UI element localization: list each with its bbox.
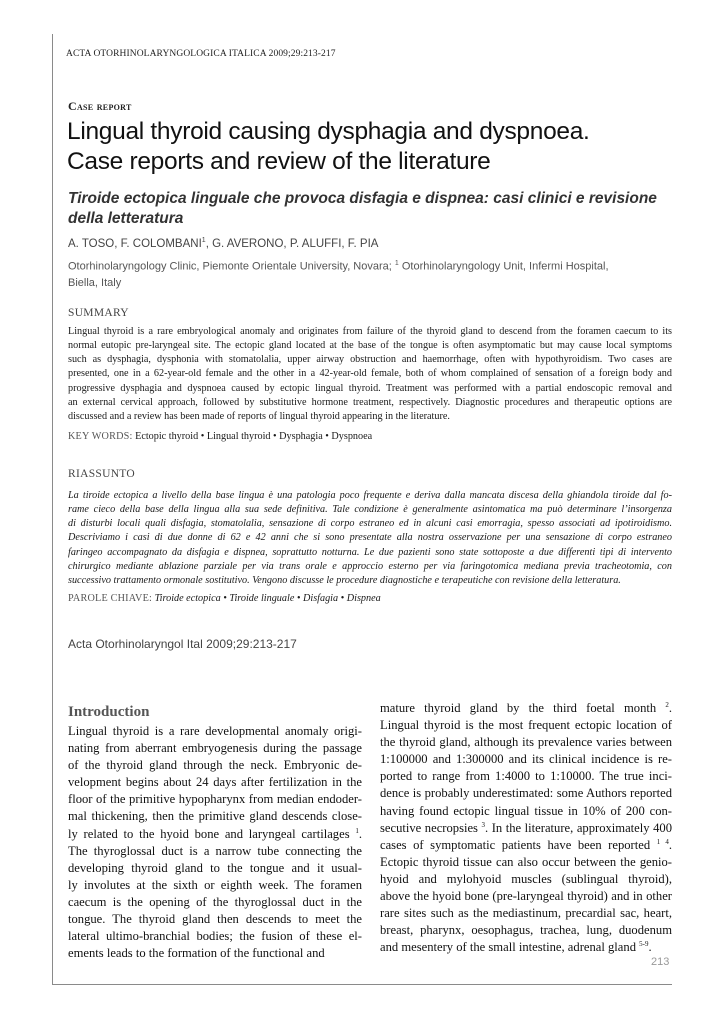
body-text-line bbox=[68, 826, 362, 843]
reference-mark: 3 bbox=[481, 820, 486, 829]
body-text-line bbox=[68, 928, 362, 945]
line-text: ported to range from 1:4000 to 1:10000. The true inci- bbox=[380, 769, 672, 784]
summary-heading: SUMMARY bbox=[68, 307, 129, 319]
line-text: developing thyroid gland to the tongue and it usual- bbox=[68, 860, 362, 875]
authors-part: , G. AVERONO, P. ALUFFI, F. PIA bbox=[205, 237, 379, 250]
riassunto-line: di disturbi locali quali disfagia, stomatolalia, sensazione di corpo estraneo ed in alcuni casi emorragia, spesso associati ad ipotiroidismo. bbox=[68, 518, 672, 530]
line-text: Lingual thyroid is the most frequent ectopic location of bbox=[380, 718, 672, 733]
affiliation-line bbox=[68, 256, 658, 275]
key-words-label: KEY WORDS: bbox=[68, 431, 133, 442]
line-text: having found ectopic lingual tissue in 10% of 200 con- bbox=[380, 803, 672, 818]
line-text: Ectopic thyroid tissue can also occur between the genio- bbox=[380, 854, 672, 869]
parole-chiave-label: PAROLE CHIAVE: bbox=[68, 593, 153, 604]
parole-chiave bbox=[68, 593, 381, 604]
summary-line: Lingual thyroid is a rare embryological anomaly and originates from failure of the thyroid gland to descend from the foramen caecum to its bbox=[68, 326, 672, 337]
reference-mark: 1 4 bbox=[656, 837, 669, 846]
journal-header: ACTA OTORHINOLARYNGOLOGICA ITALICA 2009;29:213-217 bbox=[66, 49, 336, 59]
riassunto-line: faringeo accompagnato da disfagia e dispnea, soprattutto notturna. Le due pazienti sono state sottoposte a due differenti tipi di intervento bbox=[68, 546, 672, 558]
body-text-line bbox=[380, 700, 672, 717]
body-text-line bbox=[380, 922, 672, 939]
riassunto-heading: RIASSUNTO bbox=[68, 468, 136, 480]
line-text: velopment begins about 24 days after fertilization in the bbox=[68, 775, 362, 790]
body-text-line bbox=[380, 854, 672, 871]
body-text-line bbox=[380, 785, 672, 802]
line-text: secutive necropsies bbox=[380, 820, 482, 835]
line-text: . bbox=[668, 701, 672, 715]
affiliations bbox=[68, 256, 658, 291]
body-text-line bbox=[68, 945, 362, 962]
summary-abstract bbox=[68, 325, 672, 424]
body-text-line bbox=[68, 860, 362, 877]
author-list bbox=[68, 237, 378, 250]
line-text: rare sites such as the mediastinum, precardial sac, heart, bbox=[380, 906, 672, 921]
line-text: ly involutes at the sixth or eighth week. The foramen bbox=[68, 877, 362, 892]
riassunto-line: Descriviamo i casi di due donne di 62 e 42 anni che si sono presentate alla nostra osservazione per una sensazione di corpo estraneo bbox=[68, 532, 672, 544]
summary-line: normal eutopic pre-laryngeal site. The ectopic gland located at the base of the tongue is often asymptomatic but may cause local symptoms bbox=[68, 340, 672, 352]
line-text: dence is probably underestimated: some Authors reported bbox=[380, 786, 672, 801]
line-text: . In the literature, approximately 400 bbox=[485, 820, 672, 835]
summary-line: presented, one in a 62-year-old female and the other in a 42-year-old female, both of whom complained of sensation of a foreign body and bbox=[68, 368, 672, 380]
reference-mark: 1 bbox=[355, 826, 359, 835]
summary-line: an external cervical approach, followed by substitutive hormone treatment, respectively. Diagnostic procedures and therapeutic options are bbox=[68, 396, 672, 408]
line-text: nating from aberrant embryogenesis during the passage bbox=[68, 741, 362, 756]
line-text: tongue. The thyroid gland then descends to meet the bbox=[68, 912, 362, 927]
body-text-line bbox=[68, 740, 362, 757]
line-text: . bbox=[668, 837, 672, 852]
affiliation-mark: 1 bbox=[394, 260, 399, 267]
affiliation-line: Biella, Italy bbox=[68, 276, 122, 289]
line-text: and mesentery of the small intestine, adrenal gland bbox=[380, 940, 640, 955]
reference-mark: 5-9 bbox=[639, 940, 649, 949]
affiliation-text: Otorhinolaryngology Clinic, Piemonte Orientale University, Novara; bbox=[68, 260, 395, 273]
citation: Acta Otorhinolaryngol Ital 2009;29:213-217 bbox=[68, 637, 297, 651]
line-text: 1:100000 and 1:300000 and its clinical incidence is re- bbox=[380, 752, 672, 767]
riassunto-line: successivo trattamento ormonale sostitutivo. Vengono discusse le procedure diagnostiche e terapeutiche con revisione della letteratura. bbox=[68, 574, 621, 586]
body-text-line bbox=[68, 808, 362, 825]
introduction-heading: Introduction bbox=[68, 704, 150, 720]
body-text-line bbox=[380, 751, 672, 768]
body-text-line bbox=[68, 774, 362, 791]
footer-rule bbox=[52, 984, 672, 985]
affiliation-text: Otorhinolaryngology Unit, Infermi Hospital, bbox=[398, 260, 609, 273]
affiliation-mark: 1 bbox=[201, 237, 206, 244]
line-text: ements leads to the formation of the functional and bbox=[68, 946, 325, 961]
margin-rule bbox=[52, 34, 53, 984]
body-text-line bbox=[68, 843, 362, 860]
authors-part: A. TOSO, F. COLOMBANI bbox=[68, 237, 202, 250]
body-text-line bbox=[380, 768, 672, 785]
line-text: of the thyroid gland through the neck. Embryonic de- bbox=[68, 758, 362, 773]
body-text-line bbox=[68, 791, 362, 808]
line-text: hyoid and mylohyoid muscles (sublingual thyroid), bbox=[380, 871, 672, 886]
body-text-line bbox=[380, 820, 672, 837]
body-text-line bbox=[380, 803, 672, 820]
body-text-line bbox=[68, 911, 362, 928]
line-text: mature thyroid gland by the third foetal month bbox=[380, 701, 666, 715]
body-text-line bbox=[380, 939, 672, 956]
body-text-line bbox=[68, 757, 362, 774]
body-text-line bbox=[380, 717, 672, 734]
body-column-right bbox=[380, 700, 672, 956]
subtitle-line: della letteratura bbox=[68, 210, 184, 227]
line-text: the thyroid gland, although its prevalence varies between bbox=[380, 735, 672, 750]
title-line: Case reports and review of the literature bbox=[67, 148, 491, 175]
line-text: mal thickening, then the primitive gland descends close- bbox=[68, 809, 362, 824]
line-text: cases of symptomatic patients have been reported bbox=[380, 837, 657, 852]
body-text-line bbox=[380, 905, 672, 922]
article-subtitle bbox=[68, 189, 668, 229]
parole-chiave-text: Tiroide ectopica • Tiroide linguale • Disfagia • Dispnea bbox=[154, 593, 381, 604]
riassunto-line: La tiroide ectopica a livello della base lingua è una patologia poco frequente e deriva dalla mancata discesa della ghiandola tiroide dal fo- bbox=[68, 490, 672, 501]
summary-line: progressive dysphagia and dyspnoea caused by ectopic lingual thyroid. Treatment was performed with a partial endoscopic removal and bbox=[68, 382, 672, 394]
article-title bbox=[67, 117, 687, 177]
line-text: The thyroglossal duct is a narrow tube connecting the bbox=[68, 843, 362, 858]
body-text-line bbox=[380, 837, 672, 854]
body-text-line bbox=[68, 894, 362, 911]
riassunto-line: rame cieco della base della lingua alla sua sede definitiva. Tale condizione è generalmente asintomatica ma può determinare l’insorgenza bbox=[68, 504, 672, 516]
article-type-label: Case report bbox=[68, 99, 132, 113]
line-text: . bbox=[648, 940, 652, 955]
body-text-line bbox=[380, 734, 672, 751]
key-words-text: Ectopic thyroid • Lingual thyroid • Dysphagia • Dyspnoea bbox=[135, 431, 373, 442]
riassunto-abstract bbox=[68, 489, 672, 588]
line-text: Lingual thyroid is a rare developmental anomaly origi- bbox=[68, 724, 362, 738]
line-text: breast, pharynx, oesophagus, trachea, lung, duodenum bbox=[380, 923, 672, 938]
body-text-line bbox=[380, 871, 672, 888]
body-text-line bbox=[68, 877, 362, 894]
line-text: lateral ultimo-branchial bodies; the fusion of these el- bbox=[68, 929, 362, 944]
reference-mark: 2 bbox=[665, 700, 669, 709]
body-text-line bbox=[68, 723, 362, 740]
line-text: floor of the primitive hypopharynx from median endoder- bbox=[68, 792, 362, 807]
line-text: . bbox=[358, 826, 362, 841]
subtitle-line: Tiroide ectopica linguale che provoca disfagia e dispnea: casi clinici e revisione bbox=[68, 190, 657, 207]
line-text: above the hyoid bone (pre-laryngeal thyroid) and in other bbox=[380, 889, 672, 904]
line-text: caecum is the opening of the thyroglossal duct in the bbox=[68, 894, 362, 909]
line-text: ly related to the hyoid bone and laryngeal cartilages bbox=[68, 826, 356, 841]
page-number: 213 bbox=[651, 956, 670, 968]
summary-line: discussed and a review has been made of reports of lingual thyroid appearing in the literature. bbox=[68, 410, 450, 422]
summary-line: such as dysphagia, dysphonia with stomatolalia, upper airway obstruction and haemorrhage, often with hypothyroidism. Two cases are bbox=[68, 354, 672, 366]
body-column-left bbox=[68, 723, 362, 962]
title-line: Lingual thyroid causing dysphagia and dyspnoea. bbox=[67, 118, 590, 145]
body-text-line bbox=[380, 888, 672, 905]
key-words bbox=[68, 431, 372, 442]
riassunto-line: chirurgico mediante ablazione parziale per via trans orale e approccio esterno per via faringotomica mediana previa tracheotomia, con bbox=[68, 560, 672, 572]
